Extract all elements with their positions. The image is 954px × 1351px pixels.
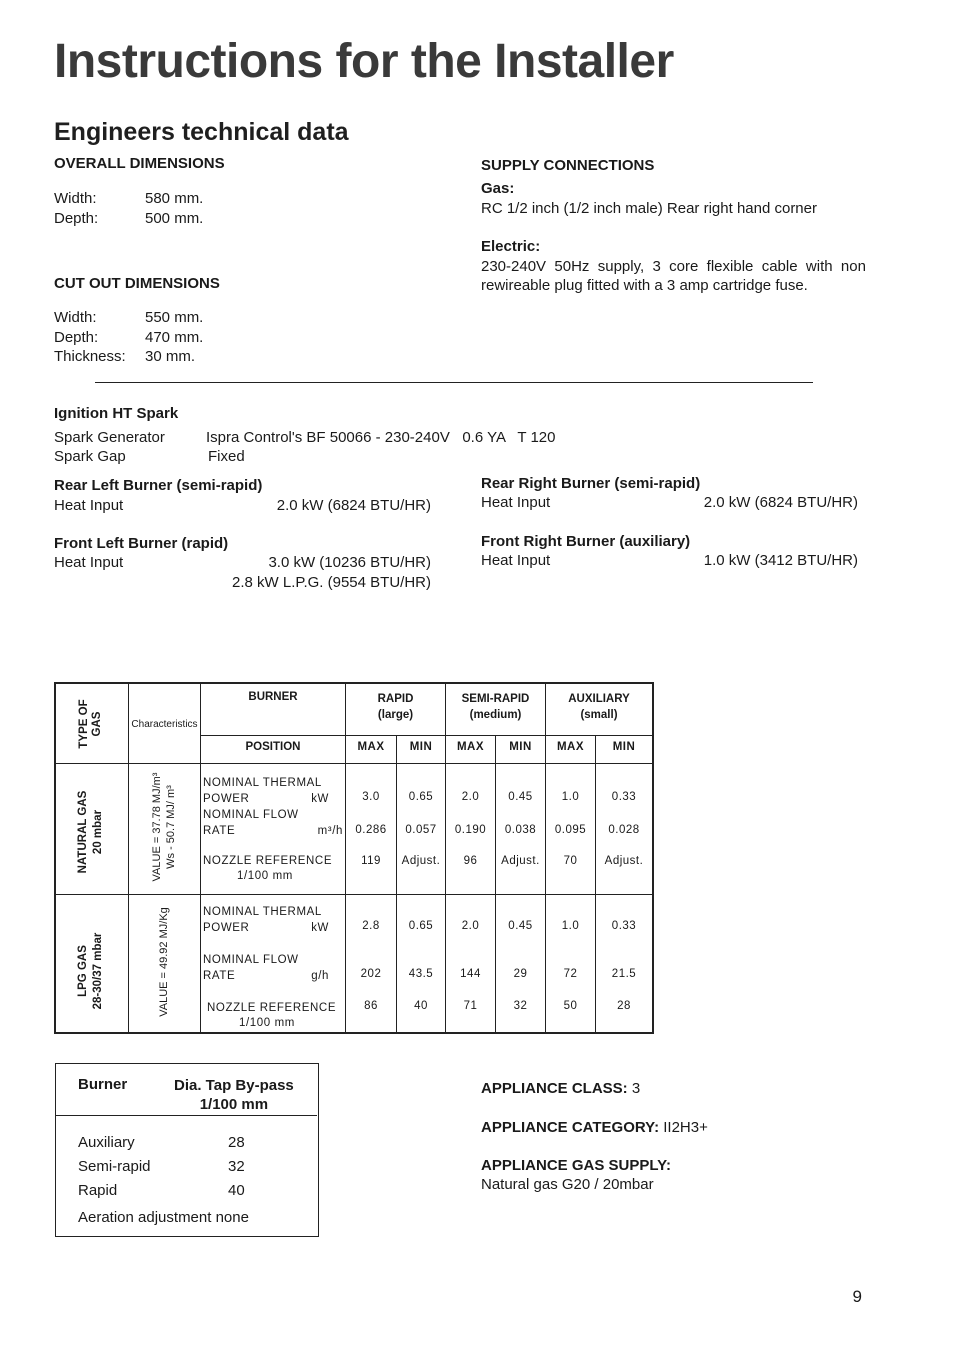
table-cell: 0.33 [611, 920, 637, 932]
aux-max-header: MAX [556, 741, 585, 753]
cutout-depth-row: Depth: 470 mm. [54, 328, 204, 346]
table-cell: 50 [563, 1000, 578, 1012]
appliance-gas-supply-label: APPLIANCE GAS SUPPLY: [481, 1157, 672, 1174]
list-item: Auxiliary 28 [78, 1134, 245, 1151]
semi-min-header: MIN [509, 741, 532, 753]
front-right-burner-title: Front Right Burner (auxiliary) [481, 533, 691, 550]
ignition-heading: Ignition HT Spark [54, 405, 179, 422]
appliance-class: APPLIANCE CLASS: 3 [481, 1080, 641, 1097]
overall-width-row: Width: 580 mm. [54, 190, 204, 207]
table-cell: 0.33 [611, 791, 637, 803]
overall-depth-row: Depth: 500 mm. [54, 209, 204, 227]
supply-electric-line1: 230-240V 50Hz supply, 3 core flexible cable with non [481, 258, 866, 275]
semi-rapid-header: SEMI-RAPID (medium) [461, 693, 530, 721]
table-cell: 144 [460, 968, 481, 980]
table-cell: 0.65 [408, 791, 434, 803]
table-cell: 72 [563, 968, 578, 980]
ng-parameter-labels: NOMINAL THERMAL POWER kW NOMINAL FLOW RATE m³/h NOZZLE REFERENCE 1/100 mm [203, 777, 343, 882]
table-cell: 28 [617, 1000, 631, 1012]
rapid-max-header: MAX [357, 741, 385, 753]
front-left-burner-title: Front Left Burner (rapid) [54, 535, 229, 552]
table-cell: 0.65 [408, 920, 434, 932]
bypass-burner-header: Burner [78, 1076, 128, 1093]
spark-gap-label: Spark Gap [54, 448, 126, 465]
table-vline [495, 735, 496, 1032]
front-left-heat-input: Heat Input 3.0 kW (10236 BTU/HR) [54, 554, 431, 571]
rear-right-burner-title: Rear Right Burner (semi-rapid) [481, 475, 701, 492]
natural-gas-label: NATURAL GAS 20 mbar [77, 790, 104, 874]
table-cell: Adjust. [401, 855, 441, 867]
bypass-rows [78, 1131, 245, 1203]
table-cell: 0.057 [405, 824, 437, 836]
list-item: Rapid 40 [78, 1182, 245, 1199]
appliance-category: APPLIANCE CATEGORY: II2H3+ [481, 1119, 708, 1136]
type-of-gas-header: TYPE OF GAS [78, 699, 103, 749]
table-cell: Adjust. [501, 855, 540, 867]
table-cell: 202 [360, 968, 382, 980]
rapid-header: RAPID (large) [377, 693, 414, 721]
table-cell: 2.8 [362, 920, 380, 932]
cutout-dimensions-list [54, 308, 203, 367]
table-hline [56, 894, 652, 895]
list-item: Semi-rapid 32 [78, 1158, 245, 1175]
table-vline [595, 735, 596, 1032]
spark-generator-label: Spark Generator [54, 429, 165, 446]
table-cell: 1.0 [561, 791, 580, 803]
bypass-divider [56, 1115, 317, 1116]
section-title: Engineers technical data [54, 118, 349, 146]
lpg-gas-label: LPG GAS 28-30/37 mbar [77, 932, 104, 1010]
spark-gap-value: Fixed [208, 448, 245, 465]
supply-gas-text: RC 1/2 inch (1/2 inch male) Rear right hand corner [481, 200, 817, 217]
spark-generator-value: Ispra Control's BF 50066 - 230-240V 0.6 YA T 120 [206, 429, 556, 446]
rear-right-heat-input: Heat Input 2.0 kW (6824 BTU/HR) [481, 494, 858, 511]
front-right-heat-input: Heat Input 1.0 kW (3412 BTU/HR) [481, 552, 858, 569]
page-number: 9 [852, 1287, 862, 1306]
appliance-gas-supply-value: Natural gas G20 / 20mbar [481, 1176, 654, 1193]
auxiliary-header: AUXILIARY (small) [568, 693, 630, 721]
aux-min-header: MIN [612, 741, 636, 753]
supply-electric-label: Electric: [481, 238, 541, 255]
table-cell: 21.5 [611, 968, 637, 980]
characteristics-header: Characteristics [131, 719, 198, 730]
bypass-table [55, 1063, 319, 1237]
bypass-note: Aeration adjustment none [78, 1209, 249, 1226]
table-cell: 2.0 [461, 791, 480, 803]
table-cell: 96 [463, 855, 478, 867]
table-cell: 0.45 [508, 791, 533, 803]
rapid-min-header: MIN [409, 741, 433, 753]
position-header: POSITION [245, 741, 301, 753]
overall-dimensions-heading: OVERALL DIMENSIONS [54, 155, 225, 172]
gas-data-table [54, 682, 654, 1034]
table-cell: 3.0 [362, 791, 380, 803]
overall-dimensions-list [54, 189, 203, 228]
page-title: Instructions for the Installer [54, 35, 674, 88]
lpg-characteristics: VALUE = 49.92 MJ/Kg [158, 907, 170, 1017]
rear-left-heat-input: Heat Input 2.0 kW (6824 BTU/HR) [54, 497, 431, 514]
table-cell: 0.286 [355, 824, 387, 836]
table-cell: 1.0 [561, 920, 580, 932]
lpg-parameter-labels: NOMINAL THERMAL POWER kW NOMINAL FLOW RATE g/h NOZZLE REFERENCE 1/100 mm [203, 906, 337, 1029]
table-cell: 0.038 [504, 824, 537, 836]
table-cell: 43.5 [408, 968, 434, 980]
cutout-width-row: Width: 550 mm. [54, 309, 204, 326]
table-hline [56, 763, 652, 764]
front-left-heat-input-lpg: 2.8 kW L.P.G. (9554 BTU/HR) [232, 574, 431, 591]
table-cell: Adjust. [604, 855, 644, 867]
cutout-dimensions-heading: CUT OUT DIMENSIONS [54, 275, 220, 292]
supply-gas-label: Gas: [481, 180, 515, 197]
burner-header: BURNER [248, 691, 298, 703]
table-cell: 0.095 [554, 824, 587, 836]
table-cell: 0.028 [608, 824, 640, 836]
semi-max-header: MAX [456, 741, 485, 753]
supply-electric-line2: rewireable plug fitted with a 3 amp cartridge fuse. [481, 277, 808, 294]
table-cell: 0.45 [508, 920, 533, 932]
table-cell: 29 [513, 968, 528, 980]
supply-connections-heading: SUPPLY CONNECTIONS [481, 157, 655, 174]
table-vline [200, 684, 201, 1032]
table-cell: 32 [513, 1000, 528, 1012]
table-cell: 119 [361, 855, 381, 867]
table-vline [128, 684, 129, 1032]
table-hline [200, 735, 652, 736]
table-cell: 2.0 [461, 920, 480, 932]
table-cell: 40 [414, 1000, 428, 1012]
rear-left-burner-title: Rear Left Burner (semi-rapid) [54, 477, 263, 494]
table-cell: 0.190 [454, 824, 487, 836]
table-vline [396, 735, 397, 1032]
natural-gas-characteristics: VALUE = 37.78 MJ/m³ Ws - 50.7 MJ/ m³ [151, 772, 177, 882]
section-divider [95, 382, 813, 383]
table-cell: 71 [463, 1000, 478, 1012]
table-cell: 86 [364, 1000, 378, 1012]
table-cell: 70 [563, 855, 578, 867]
cutout-thickness-row: Thickness: 30 mm. [54, 348, 196, 365]
bypass-dia-header: Dia. Tap By-pass 1/100 mm [174, 1077, 294, 1113]
